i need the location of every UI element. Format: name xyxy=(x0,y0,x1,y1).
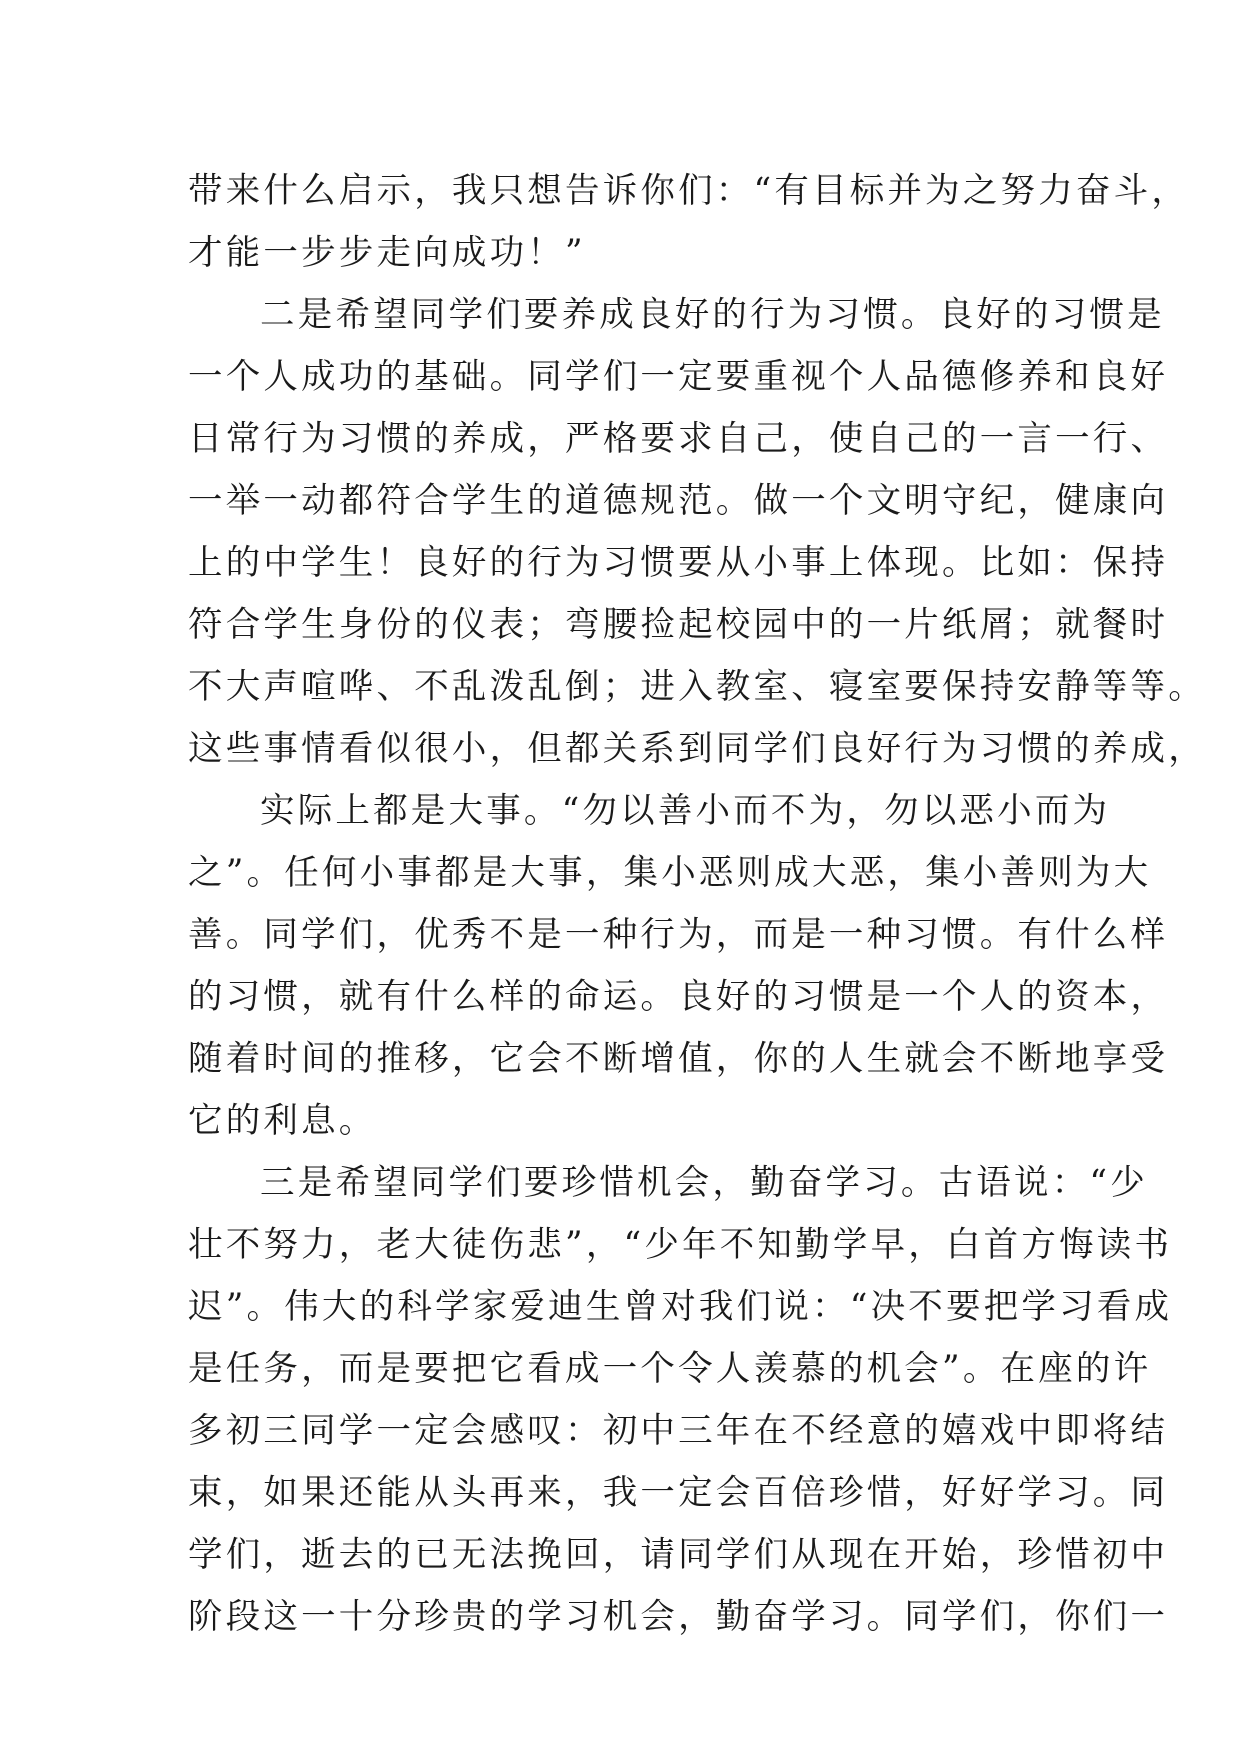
text-line: 不大声喧哗、不乱泼乱倒；进入教室、寝室要保持安静等等。 xyxy=(188,667,1206,707)
text-line: 多初三同学一定会感叹：初中三年在不经意的嬉戏中即将结 xyxy=(188,1411,1169,1451)
text-line: 阶段这一十分珍贵的学习机会，勤奋学习。同学们，你们一 xyxy=(188,1597,1169,1637)
text-line: 这些事情看似很小，但都关系到同学们良好行为习惯的养成， xyxy=(188,729,1206,769)
text-line: 之”。任何小事都是大事，集小恶则成大恶，集小善则为大 xyxy=(188,853,1152,893)
text-line: 日常行为习惯的养成，严格要求自己，使自己的一言一行、 xyxy=(188,419,1169,459)
text-line: 才能一步步走向成功！” xyxy=(188,233,586,273)
text-line: 束，如果还能从头再来，我一定会百倍珍惜，好好学习。同 xyxy=(188,1473,1169,1513)
paragraph-start-line: 三是希望同学们要珍惜机会，勤奋学习。古语说：“少 xyxy=(260,1163,1148,1203)
text-line: 壮不努力，老大徒伤悲”，“少年不知勤学早，白首方悔读书 xyxy=(188,1225,1173,1265)
text-line: 迟”。伟大的科学家爱迪生曾对我们说：“决不要把学习看成 xyxy=(188,1287,1173,1327)
text-line: 一举一动都符合学生的道德规范。做一个文明守纪，健康向 xyxy=(188,481,1169,521)
paragraph-start-line: 实际上都是大事。“勿以善小而不为，勿以恶小而为 xyxy=(260,791,1111,831)
text-line: 善。同学们，优秀不是一种行为，而是一种习惯。有什么样 xyxy=(188,915,1169,955)
paragraph-start-line: 二是希望同学们要养成良好的行为习惯。良好的习惯是 xyxy=(260,295,1165,335)
text-line: 一个人成功的基础。同学们一定要重视个人品德修养和良好 xyxy=(188,357,1169,397)
text-line: 的习惯，就有什么样的命运。良好的习惯是一个人的资本， xyxy=(188,977,1169,1017)
text-line: 随着时间的推移，它会不断增值，你的人生就会不断地享受 xyxy=(188,1039,1169,1079)
text-line: 是任务，而是要把它看成一个令人羡慕的机会”。在座的许 xyxy=(188,1349,1152,1389)
document-body xyxy=(188,160,1206,1648)
text-line: 它的利息。 xyxy=(188,1101,377,1141)
text-line: 符合学生身份的仪表；弯腰捡起校园中的一片纸屑；就餐时 xyxy=(188,605,1169,645)
text-line: 学们，逝去的已无法挽回，请同学们从现在开始，珍惜初中 xyxy=(188,1535,1169,1575)
text-line: 上的中学生！良好的行为习惯要从小事上体现。比如：保持 xyxy=(188,543,1169,583)
text-line: 带来什么启示，我只想告诉你们：“有目标并为之努力奋斗， xyxy=(188,171,1190,211)
